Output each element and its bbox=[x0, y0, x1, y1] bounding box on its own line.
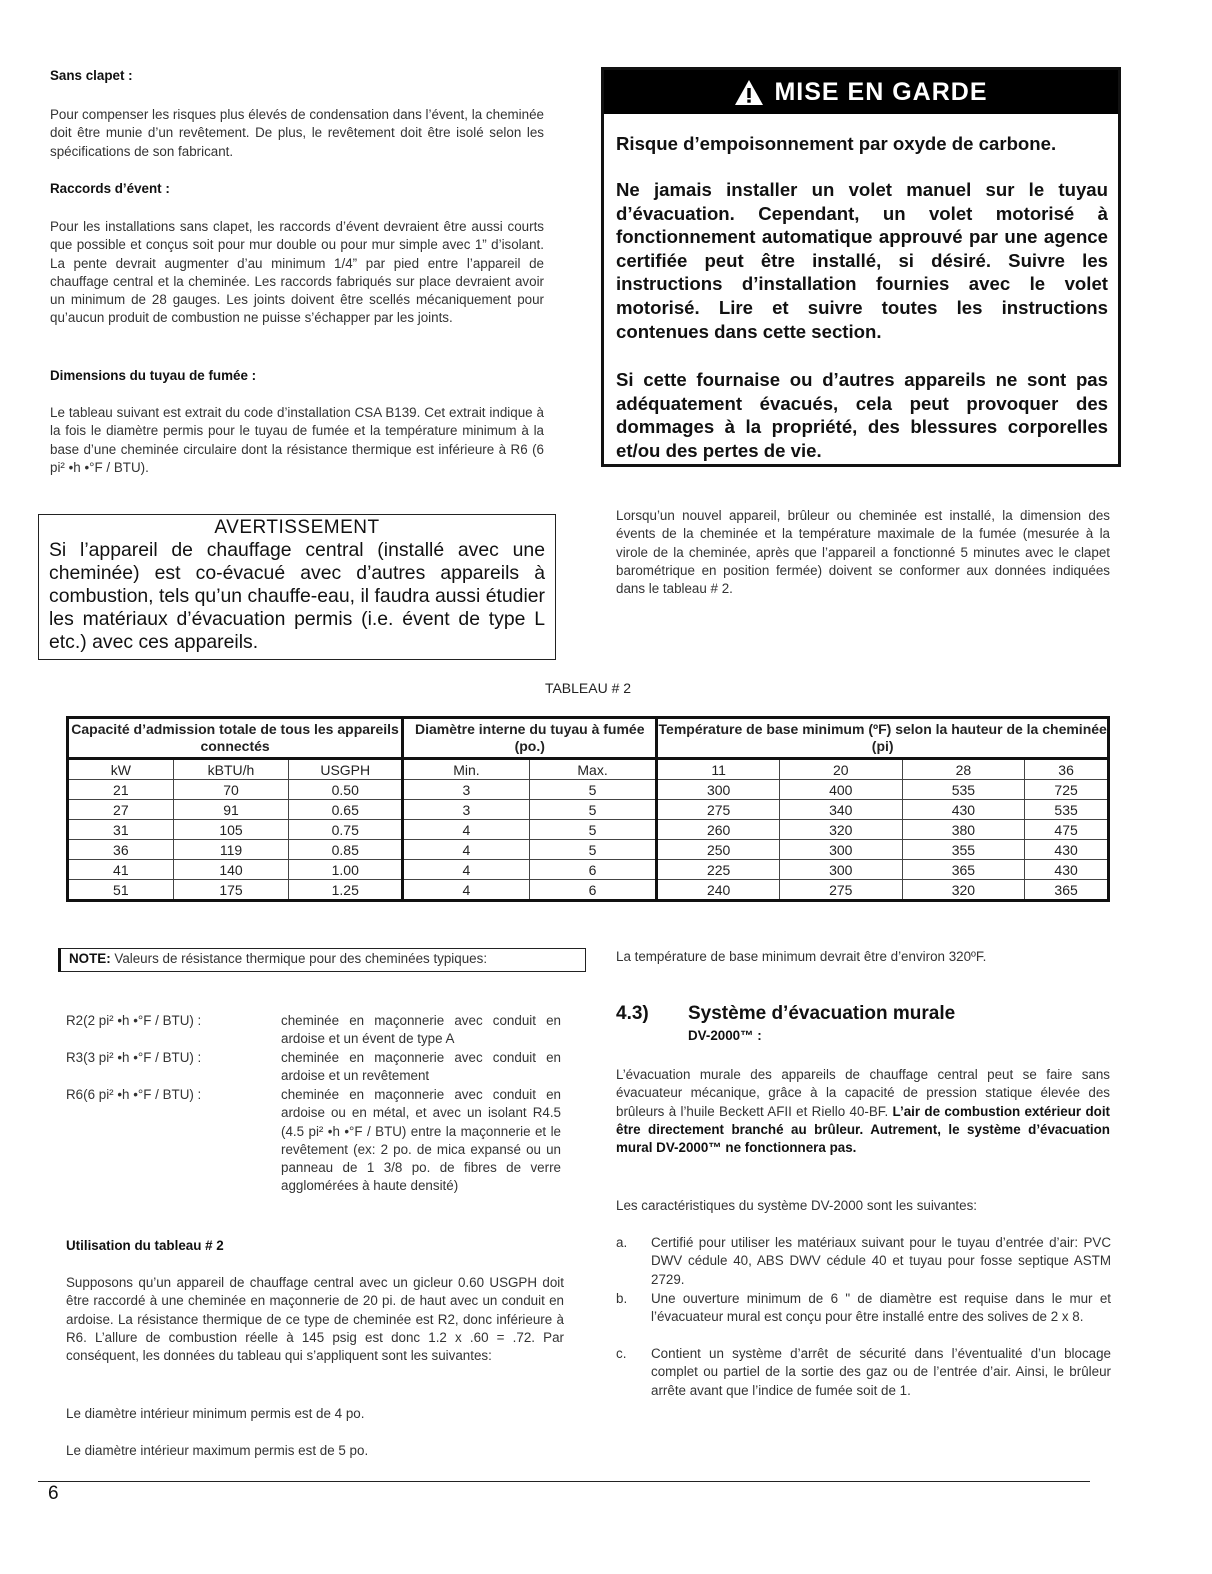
footer-rule bbox=[38, 1481, 1090, 1482]
subheader-11: 11 bbox=[657, 759, 780, 780]
subheader-28: 28 bbox=[902, 759, 1025, 780]
avertissement-box bbox=[38, 514, 556, 660]
table-cell: 27 bbox=[68, 800, 174, 820]
table-cell: 275 bbox=[657, 800, 780, 820]
table-cell: 41 bbox=[68, 860, 174, 880]
r3-text: cheminée en maçonnerie avec conduit en ardoise et un revêtement bbox=[281, 1050, 561, 1084]
table-row bbox=[68, 840, 1109, 860]
dv2000-paragraph bbox=[616, 1066, 1110, 1157]
subheader-max: Max. bbox=[529, 759, 657, 780]
list-text: Une ouverture minimum de 6 " de diamètre est requise dans le mur et l’évacuateur mural est conçu pour être installé entre des solives de 2 x 8. bbox=[651, 1291, 1111, 1325]
table-cell: 475 bbox=[1025, 820, 1109, 840]
table-cell: 6 bbox=[529, 860, 657, 880]
table-cell: 6 bbox=[529, 880, 657, 901]
table-cell: 1.25 bbox=[289, 880, 403, 901]
subheader-36: 36 bbox=[1025, 759, 1109, 780]
subheader-kw: kW bbox=[68, 759, 174, 780]
utilisation-heading: Utilisation du tableau # 2 bbox=[66, 1238, 224, 1253]
right-intro-text: Lorsqu’un nouvel appareil, brûleur ou cheminée est installé, la dimension des évents de la cheminée et la température maximale de la fumée (mesurée à la virole de la cheminée, après que l’appareil a fonctionné 5 minutes avec le clapet barométrique en position fermée) doivent se conformer aux données indiquées dans le tableau # 2. bbox=[616, 508, 1110, 597]
note-label: NOTE: bbox=[69, 951, 111, 966]
table-cell: 300 bbox=[779, 840, 902, 860]
utilisation-p1: Supposons qu’un appareil de chauffage central avec un gicleur 0.60 USGPH doit être raccordé à une cheminée en maçonnerie de 20 pi. de haut avec un conduit en ardoise. La résistance thermique de ce type de cheminée est R2, donc inférieure à R6. L’allure de combustion réelle à 145 psig est donc 1.2 x .60 = .72. Par conséquent, les données du tableau qui s’appliquent sont les suivantes: bbox=[66, 1275, 564, 1364]
table-row bbox=[68, 780, 1109, 800]
table-row bbox=[68, 880, 1109, 901]
sans-clapet-text: Pour compenser les risques plus élevés de condensation dans l’évent, la cheminée doit être munie d’un revêtement. De plus, le revêtement doit être isolé selon les spécifications de son fabricant. bbox=[50, 107, 544, 159]
table-cell: 300 bbox=[779, 860, 902, 880]
table-cell: 4 bbox=[403, 820, 530, 840]
table-cell: 250 bbox=[657, 840, 780, 860]
table-cell: 0.75 bbox=[289, 820, 403, 840]
table-cell: 365 bbox=[1025, 880, 1109, 901]
list-marker: b. bbox=[616, 1291, 628, 1306]
table-cell: 175 bbox=[173, 880, 289, 901]
table-cell: 5 bbox=[529, 780, 657, 800]
note-box bbox=[58, 948, 586, 972]
table-cell: 430 bbox=[1025, 840, 1109, 860]
r6-label: R6(6 pi² •h •°F / BTU) : bbox=[66, 1087, 202, 1102]
table-cell: 105 bbox=[173, 820, 289, 840]
table-cell: 0.50 bbox=[289, 780, 403, 800]
table-cell: 0.65 bbox=[289, 800, 403, 820]
table-cell: 320 bbox=[779, 820, 902, 840]
mise-en-garde-p3: Si cette fournaise ou d’autres appareils ne sont pas adéquatement évacués, cela peut provoquer des dommages à la propriété, des blessures corporelles et/ou des pertes de vie. bbox=[616, 369, 1108, 461]
table-cell: 51 bbox=[68, 880, 174, 901]
table-cell: 240 bbox=[657, 880, 780, 901]
table-cell: 119 bbox=[173, 840, 289, 860]
r-values-list bbox=[66, 1012, 566, 1222]
table-row bbox=[68, 800, 1109, 820]
table-cell: 535 bbox=[1025, 800, 1109, 820]
tableau-2 bbox=[66, 716, 1110, 902]
table-cell: 725 bbox=[1025, 780, 1109, 800]
header-capacite: Capacité d’admission totale de tous les appareils connectés bbox=[68, 718, 403, 759]
table-cell: 355 bbox=[902, 840, 1025, 860]
warning-triangle-icon bbox=[734, 79, 764, 106]
table-caption: TABLEAU # 2 bbox=[544, 680, 632, 696]
table-cell: 1.00 bbox=[289, 860, 403, 880]
table-cell: 275 bbox=[779, 880, 902, 901]
table-cell: 70 bbox=[173, 780, 289, 800]
section-number: 4.3) bbox=[616, 1003, 649, 1024]
r2-label: R2(2 pi² •h •°F / BTU) : bbox=[66, 1013, 202, 1028]
table-cell: 380 bbox=[902, 820, 1025, 840]
list-text: Contient un système d’arrêt de sécurité dans l’éventualité d’un blocage complet ou partiel de la sortie des gaz ou de l’entrée d’air. Ainsi, le brûleur arrête avant que l’indice de fumée soit de 1. bbox=[651, 1346, 1111, 1398]
utilisation-p3: Le diamètre intérieur maximum permis est de 5 po. bbox=[66, 1443, 369, 1458]
r2-text: cheminée en maçonnerie avec conduit en ardoise et un évent de type A bbox=[281, 1013, 561, 1047]
table-cell: 31 bbox=[68, 820, 174, 840]
list-marker: a. bbox=[616, 1235, 628, 1250]
table-cell: 3 bbox=[403, 800, 530, 820]
list-text: Certifié pour utiliser les matériaux suivant pour le tuyau d’entrée d’air: PVC DWV cédule 40, ABS DWV cédule 40 et tuyau pour fosse septique ASTM 2729. bbox=[651, 1235, 1111, 1287]
table-cell: 225 bbox=[657, 860, 780, 880]
table-cell: 91 bbox=[173, 800, 289, 820]
table-cell: 3 bbox=[403, 780, 530, 800]
table-cell: 5 bbox=[529, 820, 657, 840]
dv2000-characteristics-intro: Les caractéristiques du système DV-2000 sont les suivantes: bbox=[616, 1198, 977, 1213]
table-cell: 365 bbox=[902, 860, 1025, 880]
dv2000-para-bold: L’air de combustion extérieur doit être directement branché au brûleur. Autrement, le système d’évacuation mural DV-2000™ ne fonctionnera pas. bbox=[616, 1103, 1110, 1156]
table-cell: 4 bbox=[403, 840, 530, 860]
utilisation-p2: Le diamètre intérieur minimum permis est de 4 po. bbox=[66, 1406, 365, 1421]
table-cell: 300 bbox=[657, 780, 780, 800]
r6-text: cheminée en maçonnerie avec conduit en ardoise ou en métal, et avec un isolant R4.5 (4.5 pi² •h •°F / BTU) entre la maçonnerie et le revêtement (ex: 2 po. de mica expansé ou un panneau de 1 3/8 po. de fibres de verre agglomérées à haute densité) bbox=[281, 1087, 561, 1194]
note-text: Valeurs de résistance thermique pour des cheminées typiques: bbox=[110, 951, 488, 966]
table-row bbox=[68, 860, 1109, 880]
dv2000-para-normal: L’évacuation murale des appareils de chauffage central peut se faire sans évacuateur mécanique, grâce à la capacité de pression statique élevée des brûleurs à l’huile Beckett AFII et Riello 40-BF. bbox=[616, 1067, 1110, 1119]
subheader-kbtu: kBTU/h bbox=[173, 759, 289, 780]
table-cell: 4 bbox=[403, 880, 530, 901]
table-cell: 260 bbox=[657, 820, 780, 840]
mise-en-garde-p2: Ne jamais installer un volet manuel sur le tuyau d’évacuation. Cependant, un volet motorisé à fonctionnement automatique approuvé par une agence certifiée peut être installé, si désiré. Suivre les instructions d’installation fournies avec le volet motorisé. Lire et suivre toutes les instructions contenues dans cette section. bbox=[616, 179, 1108, 342]
temp-note: La température de base minimum devrait être d’environ 320ºF. bbox=[616, 949, 987, 964]
table-cell: 0.85 bbox=[289, 840, 403, 860]
subheader-20: 20 bbox=[779, 759, 902, 780]
mise-en-garde-p1: Risque d’empoisonnement par oxyde de carbone. bbox=[616, 133, 1057, 154]
page-number: 6 bbox=[48, 1483, 59, 1504]
table-cell: 320 bbox=[902, 880, 1025, 901]
table-cell: 5 bbox=[529, 800, 657, 820]
subheader-min: Min. bbox=[403, 759, 530, 780]
list-marker: c. bbox=[616, 1346, 627, 1361]
dimensions-heading: Dimensions du tuyau de fumée : bbox=[50, 368, 257, 383]
avertissement-text: Si l’appareil de chauffage central (installé avec une cheminée) est co-évacué avec d’autres appareils à combustion, tels qu’un chauffe-eau, il faudra aussi étudier les matériaux d’évacuation permis (i.e. évent de type L etc.) avec ces appareils. bbox=[49, 539, 545, 653]
table-cell: 535 bbox=[902, 780, 1025, 800]
table-cell: 400 bbox=[779, 780, 902, 800]
table-cell: 430 bbox=[1025, 860, 1109, 880]
table-cell: 5 bbox=[529, 840, 657, 860]
table-cell: 4 bbox=[403, 860, 530, 880]
table-cell: 430 bbox=[902, 800, 1025, 820]
table-cell: 340 bbox=[779, 800, 902, 820]
dimensions-text: Le tableau suivant est extrait du code d’installation CSA B139. Cet extrait indique à la fois le diamètre permis pour le tuyau de fumée et la température minimum à la base d’une cheminée circulaire dont la résistance thermique est inférieure à R6 (6 pi² •h •°F / BTU). bbox=[50, 405, 544, 475]
avertissement-title: AVERTISSEMENT bbox=[214, 517, 380, 538]
section-subtitle: DV-2000™ : bbox=[688, 1028, 762, 1043]
mise-en-garde-header bbox=[604, 70, 1118, 114]
raccords-heading: Raccords d’évent : bbox=[50, 181, 170, 196]
mise-en-garde-box bbox=[601, 67, 1121, 467]
table-cell: 21 bbox=[68, 780, 174, 800]
table-row bbox=[68, 820, 1109, 840]
raccords-text: Pour les installations sans clapet, les raccords d’évent devraient être aussi courts que possible et conçus soit pour mur double ou pour mur simple avec 1” d’isolant. La pente devrait augmenter d’au minimum 1/4” par pied entre l’appareil de chauffage central et la cheminée. Les raccords fabriqués sur place devraient avoir un minimum de 28 gauges. Les joints doivent être scellés mécaniquement pour qu’aucun produit de combustion ne puisse s’échapper par les joints. bbox=[50, 219, 544, 326]
r3-label: R3(3 pi² •h •°F / BTU) : bbox=[66, 1050, 202, 1065]
header-temperature: Température de base minimum (ºF) selon la hauteur de la cheminée (pi) bbox=[657, 718, 1109, 759]
mise-en-garde-title: MISE EN GARDE bbox=[774, 77, 988, 106]
header-diametre: Diamètre interne du tuyau à fumée (po.) bbox=[403, 718, 657, 759]
subheader-usgph: USGPH bbox=[289, 759, 403, 780]
sans-clapet-heading: Sans clapet : bbox=[50, 68, 133, 83]
table-cell: 140 bbox=[173, 860, 289, 880]
section-title: Système d’évacuation murale bbox=[688, 1003, 956, 1024]
table-cell: 36 bbox=[68, 840, 174, 860]
